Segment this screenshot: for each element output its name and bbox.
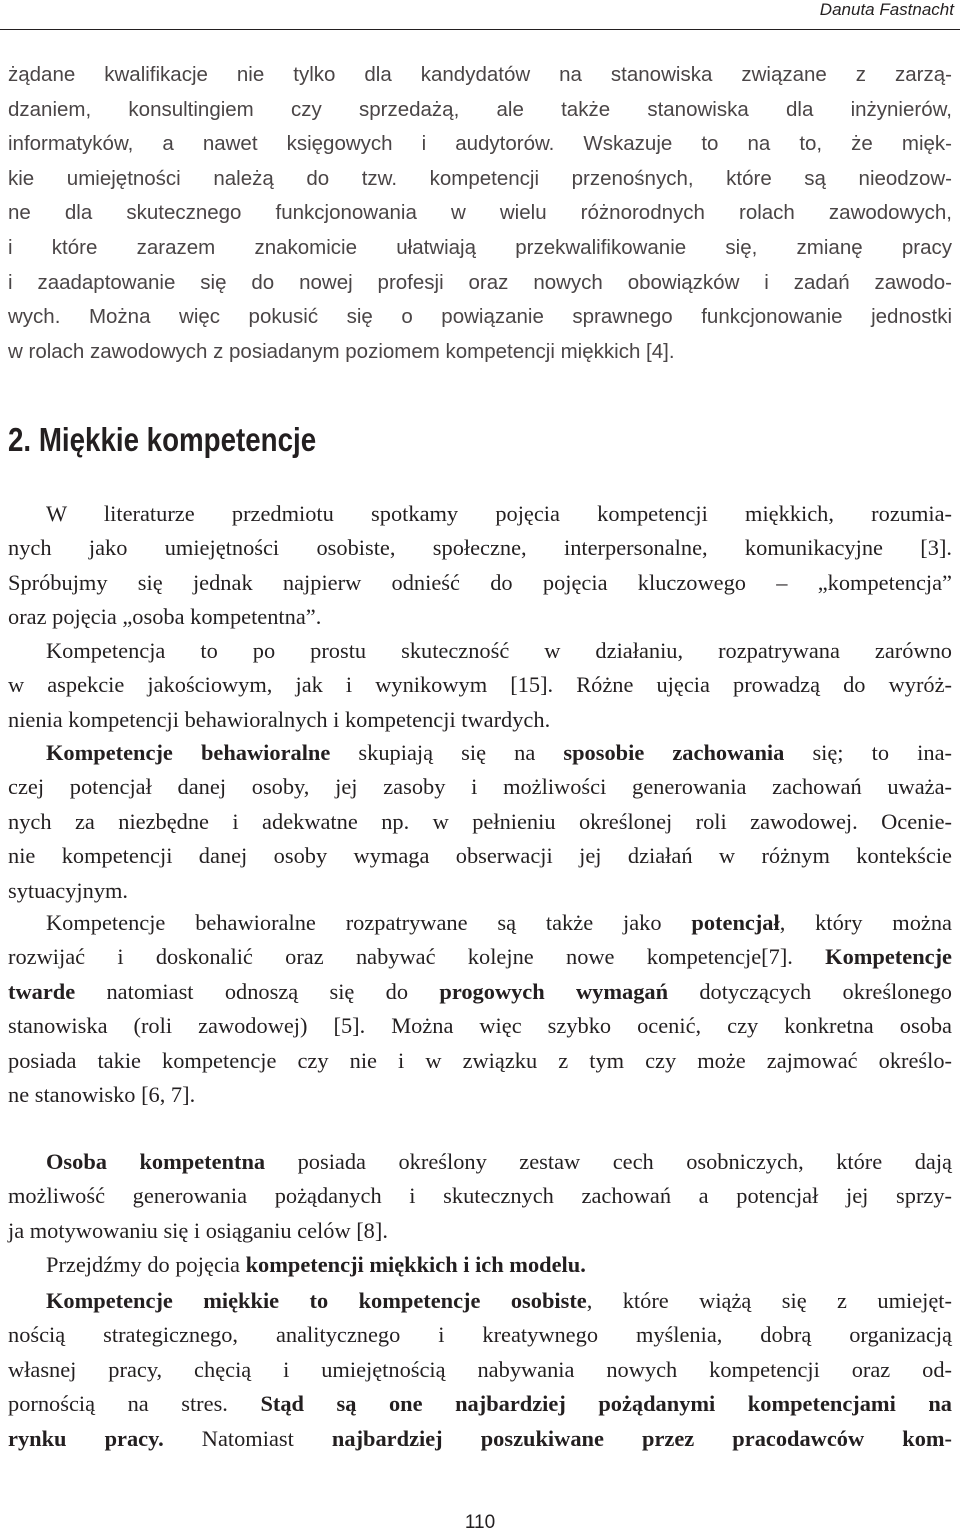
- bold-term: potencjał: [691, 910, 780, 935]
- paragraph: [8, 497, 952, 635]
- text-line: [8, 736, 952, 770]
- text-line: [8, 906, 952, 940]
- text-line: informatyków, a nawet księgowych i audytorów. Wskazuje to na to, że mięk-: [8, 132, 952, 156]
- text-line: [8, 1422, 952, 1456]
- page-number: 110: [464, 1512, 496, 1533]
- text-line: sytuacyjnym.: [8, 877, 129, 903]
- bold-term: Stąd są one najbardziej pożądanymi kompetencjami na: [260, 1391, 952, 1417]
- text-line: [8, 1387, 952, 1421]
- text-line: oraz pojęcia „osoba kompetentna”.: [8, 604, 322, 630]
- text-line: [8, 975, 952, 1009]
- bold-term: twarde: [8, 978, 76, 1004]
- text-line: [8, 1284, 952, 1318]
- text-line: stanowiska (roli zawodowej) [5]. Można więc szybko ocenić, czy konkretna osoba: [8, 1013, 952, 1039]
- header-author: Danuta Fastnacht: [819, 0, 954, 19]
- text-line: W literaturze przedmiotu spotkamy pojęcia kompetencji miękkich, rozumia-: [46, 501, 952, 526]
- text-run: , które wiążą się z umiejęt-: [586, 1288, 952, 1313]
- text-line: wych. Można więc pokusić się o powiązanie sprawnego funkcjonowanie jednostki: [8, 305, 952, 329]
- text-line: kie umiejętności należą do tzw. kompetencji przenośnych, które są nieodzow-: [8, 166, 952, 190]
- text-line: nienia kompetencji behawioralnych i kompetencji twardych.: [8, 706, 551, 732]
- paragraph: [8, 634, 952, 737]
- bold-term: kompetencji miękkich i ich modelu.: [245, 1252, 586, 1277]
- bold-term: najbardziej poszukiwane przez pracodawców kom-: [331, 1425, 952, 1451]
- paragraph: [8, 1284, 952, 1456]
- bold-term: sposobie zachowania: [563, 740, 785, 765]
- text-run: Kompetencje behawioralne rozpatrywane są także jako: [46, 910, 692, 935]
- text-line: żądane kwalifikacje nie tylko dla kandydatów na stanowiska związane z zarzą-: [8, 63, 952, 86]
- text-line: [8, 1248, 952, 1282]
- text-run: dotyczących określonego: [668, 978, 952, 1004]
- text-line: w rolach zawodowych z posiadanym poziomem kompetencji miękkich [4].: [8, 339, 675, 363]
- section-heading: 2. Miękkie kompetencje: [8, 421, 317, 458]
- text-run: rozwijać i doskonalić oraz nabywać kolejne nowe kompetencje[7].: [8, 944, 826, 970]
- bold-term: rynku pracy.: [8, 1425, 164, 1451]
- text-run: Natomiast: [163, 1425, 332, 1451]
- paragraph: [8, 1248, 952, 1282]
- bold-term: Osoba kompetentna: [46, 1149, 266, 1174]
- text-line: nie kompetencji danej osoby wymaga obserwacji jej działań w różnym kontekście: [8, 843, 952, 869]
- text-run: posiada określony zestaw cech osobniczych, które dają: [265, 1149, 952, 1174]
- text-run: Przejdźmy do pojęcia: [46, 1252, 246, 1277]
- bold-term: progowych wymagań: [439, 978, 669, 1004]
- text-line: ja motywowaniu się i osiąganiu celów [8].: [8, 1217, 388, 1243]
- text-run: skupiają się na: [330, 740, 564, 765]
- text-line: ne stanowisko [6, 7].: [8, 1082, 196, 1108]
- text-line: czej potencjał danej osoby, jej zasoby i możliwości generowania zachowań uważa-: [8, 774, 952, 800]
- text-line: dzaniem, konsultingiem czy sprzedażą, ale także stanowiska dla inżynierów,: [8, 97, 952, 121]
- bold-term: Kompetencje: [825, 944, 952, 970]
- text-line: posiada takie kompetencje czy nie i w związku z tym czy może zajmować określo-: [8, 1047, 952, 1073]
- text-line: nych za niezbędne i adekwatne np. w pełnieniu określonej roli zawodowej. Ocenie-: [8, 808, 952, 834]
- paragraph: [8, 1145, 952, 1248]
- text-run: się; to ina-: [784, 740, 952, 765]
- running-header: [0, 0, 960, 30]
- bold-term: Kompetencje miękkie to kompetencje osobiste: [46, 1288, 587, 1313]
- text-line: ne dla skutecznego funkcjonowania w wielu różnorodnych rolach zawodowych,: [8, 201, 952, 225]
- paragraph: [8, 906, 952, 1112]
- text-line: [8, 1145, 952, 1179]
- text-line: nych jako umiejętności osobiste, społeczne, interpersonalne, komunikacyjne [3].: [8, 535, 952, 561]
- text-line: Spróbujmy się jednak najpierw odnieść do pojęcia kluczowego – „kompetencja”: [8, 569, 952, 595]
- text-run: natomiast odnoszą się do: [75, 978, 440, 1004]
- bold-term: Kompetencje behawioralne: [46, 740, 331, 765]
- text-line: własnej pracy, chęcią i umiejętnością nabywania nowych kompetencji oraz od-: [8, 1356, 952, 1382]
- paragraph: [8, 736, 952, 908]
- text-run: pornością na stres.: [8, 1391, 261, 1417]
- text-line: w aspekcie jakościowym, jak i wynikowym [15]. Różne ujęcia prowadzą do wyróż-: [8, 672, 952, 698]
- text-line: i zaadaptowanie się do nowej profesji oraz nowych obowiązków i zadań zawodo-: [8, 270, 952, 294]
- text-run: , który można: [779, 910, 952, 935]
- text-line: Kompetencja to po prostu skuteczność w działaniu, rozpatrywana zarówno: [46, 638, 952, 663]
- text-line: nością strategicznego, analitycznego i kreatywnego myślenia, dobrą organizacją: [8, 1322, 952, 1348]
- text-line: [8, 940, 952, 974]
- text-line: możliwość generowania pożądanych i skutecznych zachowań a potencjał jej sprzy-: [8, 1183, 952, 1209]
- text-line: i które zarazem znakomicie ułatwiają przekwalifikowanie się, zmianę pracy: [8, 235, 952, 259]
- paragraph-continuation: [8, 58, 952, 369]
